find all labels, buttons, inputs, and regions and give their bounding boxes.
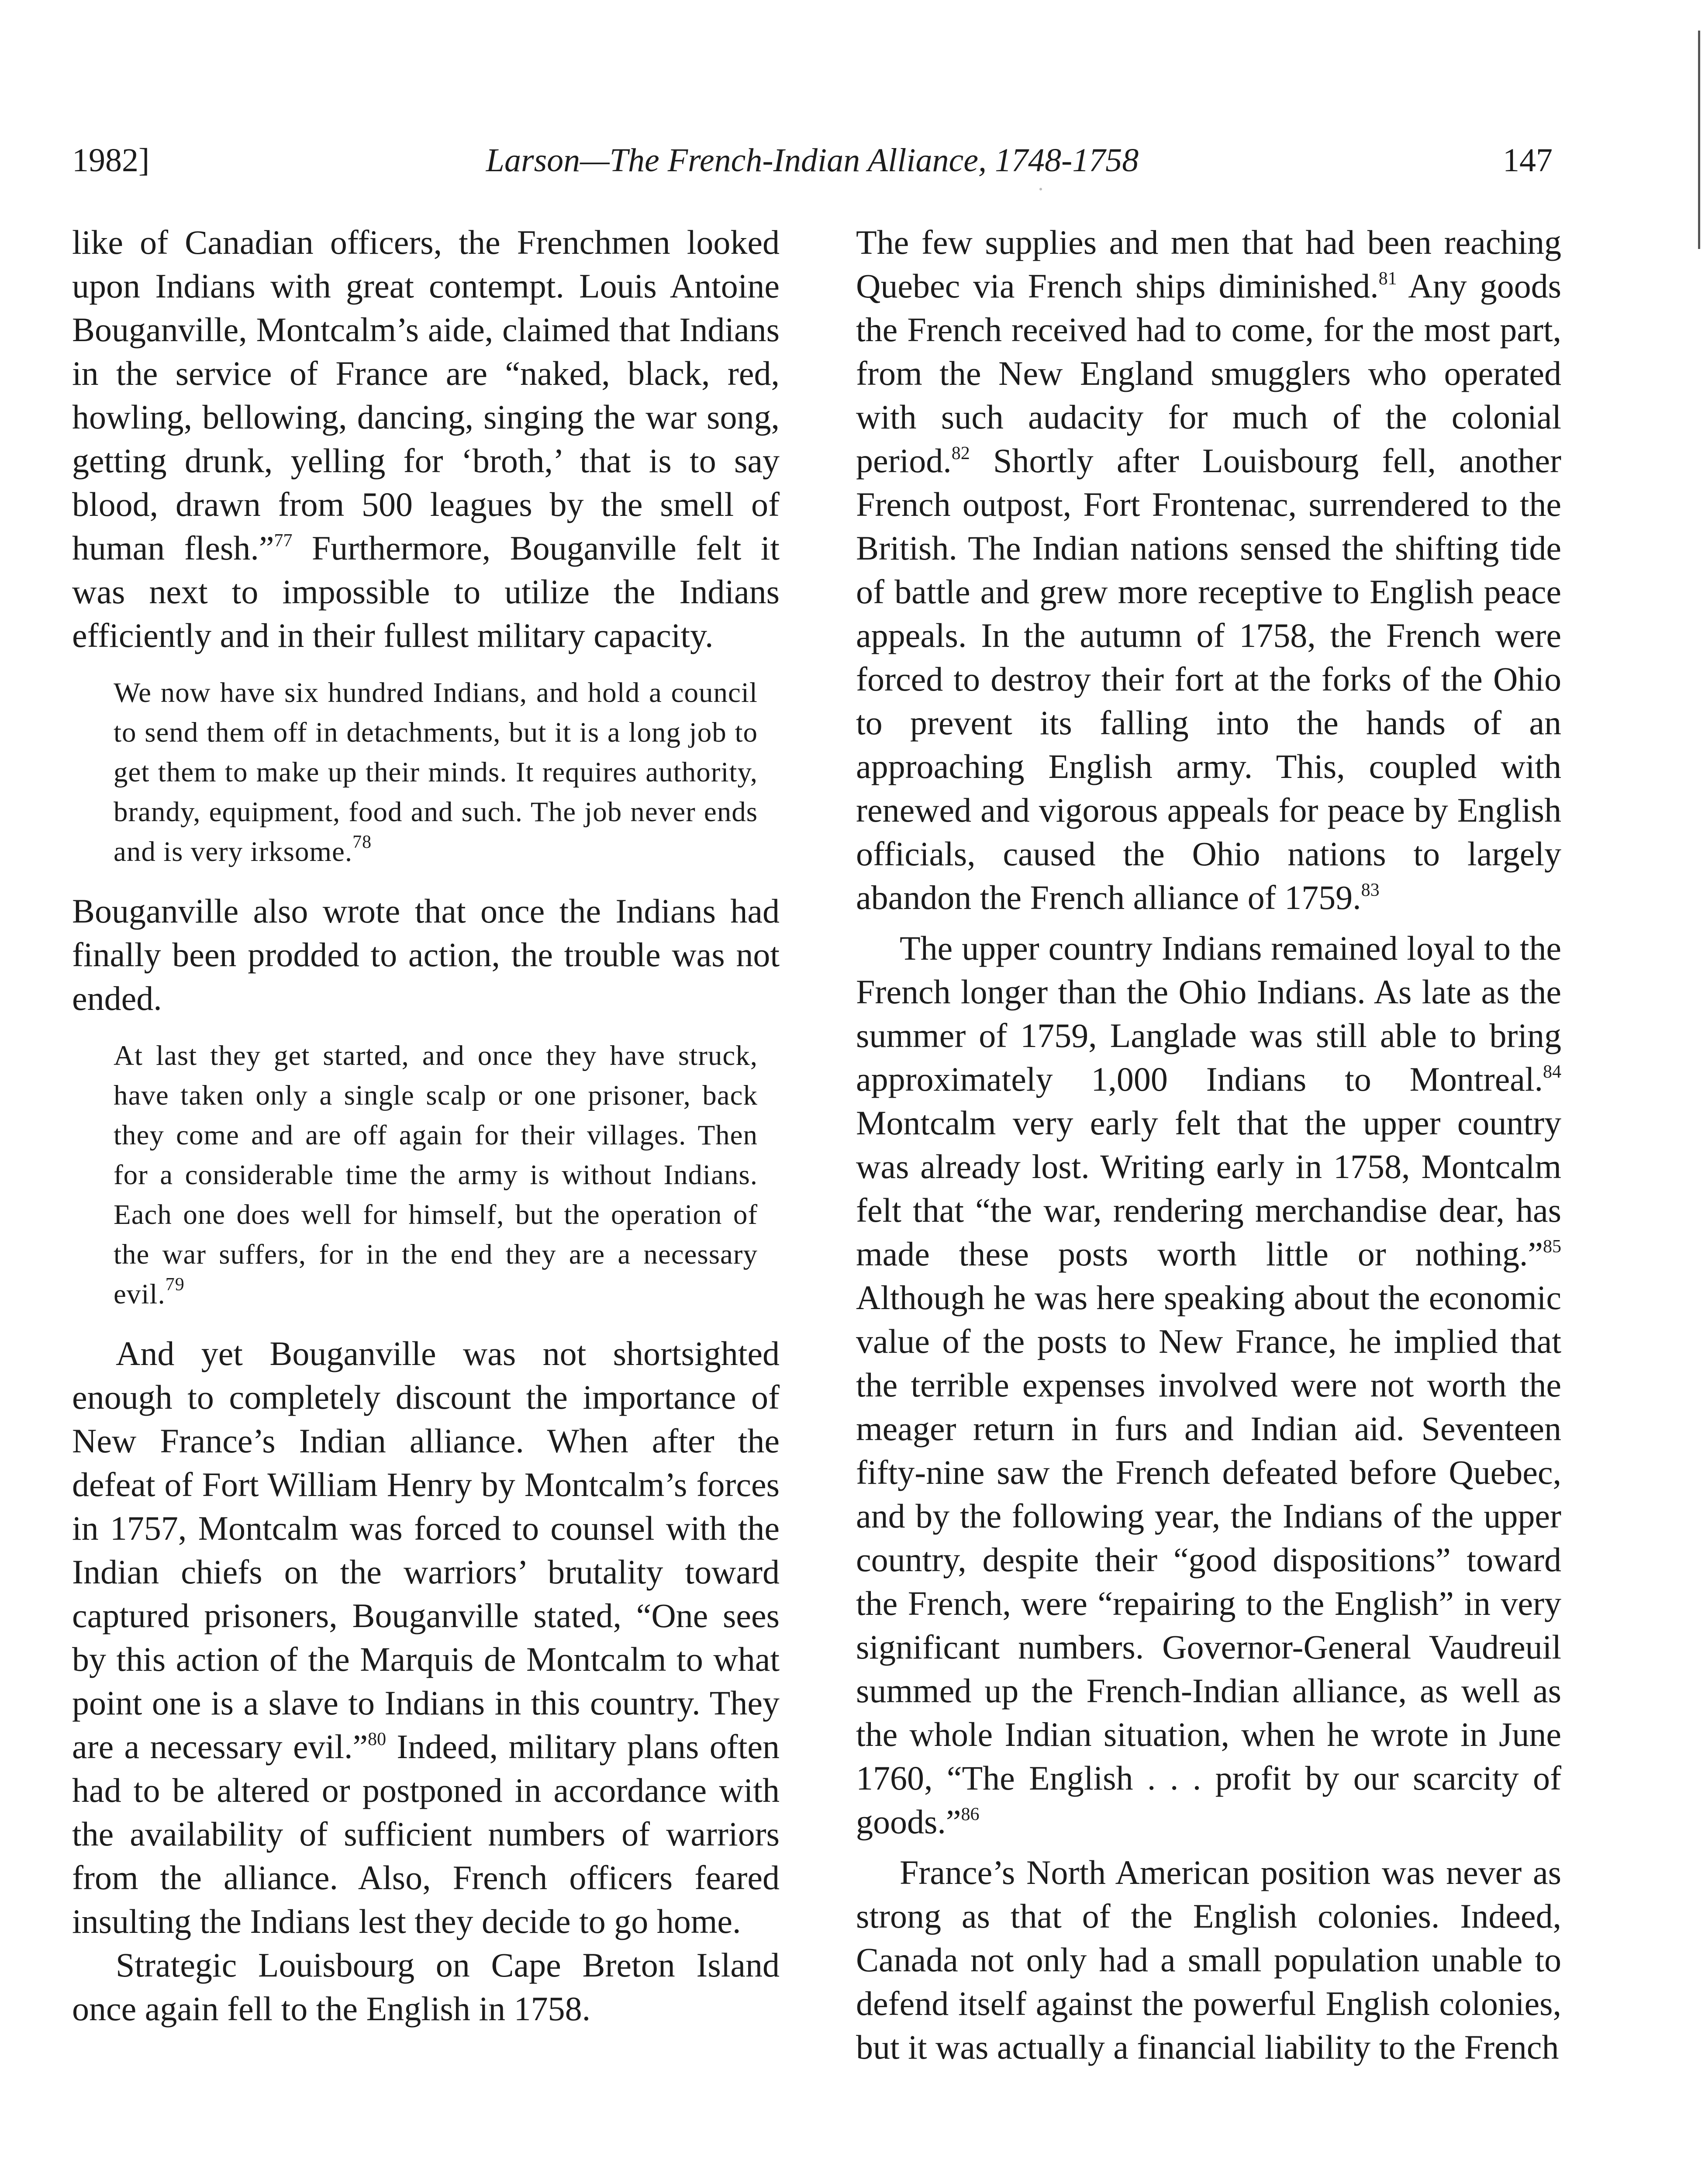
footnote-ref: 86 bbox=[961, 1804, 980, 1825]
block-quote bbox=[114, 673, 758, 872]
paragraph bbox=[72, 221, 780, 657]
page-number: 147 bbox=[1503, 142, 1553, 179]
paragraph-text: Indeed, military plans often had to be altered or postponed in accordance with the availability of sufficient numbers of warriors from the alliance. Also, French officers feared insulting the Indians lest they decide to go home. bbox=[72, 1728, 780, 1940]
paragraph-text: The upper country Indians remained loyal to the French longer than the Ohio Indians. As late as the summer of 1759, Langlade was still able to bring approximately 1,000 Indians to Montreal. bbox=[856, 929, 1561, 1098]
quote-text: We now have six hundred Indians, and hold a council to send them off in detachments, but it is a long job to get them to make up their minds. It requires authority, brandy, equipment, food and such. The job never ends and is very irksome. bbox=[114, 677, 758, 867]
paragraph-text: The few supplies and men that had been reaching Quebec via French ships diminished. bbox=[856, 223, 1561, 305]
paragraph bbox=[856, 221, 1561, 919]
paragraph-text: Any goods the French received had to come, for the most part, from the New England smugglers who operated with such audacity for much of the colonial period. bbox=[856, 267, 1561, 480]
paragraph: Bouganville also wrote that once the Indians had finally been prodded to action, the trouble was not ended. bbox=[72, 892, 780, 1017]
header-year: 1982] bbox=[72, 142, 150, 179]
paragraph bbox=[72, 1332, 780, 1943]
paragraph-text: like of Canadian officers, the Frenchmen looked upon Indians with great contempt. Louis Antoine Bouganville, Montcalm’s aide, claimed that Indians in the service of France are “naked, black, red, howling, bellowing, dancing, singing the war song, getting drunk, yelling for ‘broth,’ that is to say blood, drawn from 500 leagues by the smell of human flesh.” bbox=[72, 223, 780, 567]
paragraph-text: Furthermore, Bouganville felt it was next to impossible to utilize the Indians efficiently and in their fullest military capacity. bbox=[72, 529, 780, 654]
footnote-ref: 82 bbox=[951, 443, 970, 463]
footnote-ref: 79 bbox=[165, 1275, 185, 1295]
scan-speck bbox=[1039, 188, 1042, 190]
left-column bbox=[72, 221, 780, 2031]
footnote-ref: 80 bbox=[368, 1729, 387, 1749]
footnote-ref: 81 bbox=[1378, 269, 1397, 289]
paragraph-text: Montcalm very early felt that the upper country was already lost. Writing early in 1758, Montcalm felt that “the war, rendering merchandise dear, has made these posts worth little or nothing.” bbox=[856, 1104, 1561, 1273]
paragraph-text: And yet Bouganville was not shortsighted enough to completely discount the importance of New France’s Indian alliance. When after the defeat of Fort William Henry by Montcalm’s forces in 1757, Montcalm was forced to counsel with the Indian chiefs on the warriors’ brutality toward captured prisoners, Bouganville stated, “One sees by this action of the Marquis de Montcalm to what point one is a slave to Indians in this country. They are a necessary evil.” bbox=[72, 1334, 780, 1766]
block-quote bbox=[114, 1036, 758, 1314]
paragraph: Strategic Louisbourg on Cape Breton Island once again fell to the English in 1758. bbox=[72, 1946, 780, 2028]
paragraph-text: Shortly after Louisbourg fell, another French outpost, Fort Frontenac, surrendered to the British. The Indian nations sensed the shifting tide of battle and grew more receptive to English peace appeals. In the autumn of 1758, the French were forced to destroy their fort at the forks of the Ohio to prevent its falling into the hands of an approaching English army. This, coupled with renewed and vigorous appeals for peace by English officials, caused the Ohio nations to largely abandon the French alliance of 1759. bbox=[856, 442, 1561, 916]
footnote-ref: 85 bbox=[1543, 1237, 1561, 1257]
footnote-ref: 84 bbox=[1543, 1062, 1561, 1082]
paragraph: France’s North American position was never as strong as that of the English colonies. Indeed, Canada not only had a small population unable to defend itself against the powerful English colonies, but it was actually a financial liability to the French bbox=[856, 1853, 1561, 2066]
paragraph bbox=[856, 926, 1561, 1844]
footnote-ref: 78 bbox=[352, 832, 372, 852]
running-head bbox=[72, 136, 1553, 184]
footnote-ref: 83 bbox=[1361, 880, 1380, 900]
paragraph-text: Although he was here speaking about the economic value of the posts to New France, he implied that the terrible expenses involved were not worth the meager return in furs and Indian aid. Seventeen fifty-nine saw the French defeated before Quebec, and by the following year, the Indians of the upper country, despite their “good dispositions” toward the French, were “repairing to the English” in very significant numbers. Governor-General Vaudreuil summed up the French-Indian alliance, as well as the whole Indian situation, when he wrote in June 1760, “The English . . . profit by our scarcity of goods.” bbox=[856, 1279, 1561, 1841]
header-title: Larson—The French-Indian Alliance, 1748-1758 bbox=[486, 142, 1139, 179]
scan-edge-line bbox=[1698, 31, 1700, 249]
quote-text: At last they get started, and once they have struck, have taken only a single scalp or one prisoner, back they come and are off again for their villages. Then for a considerable time the army is without Indians. Each one does well for himself, but the operation of the war suffers, for in the end they are a necessary evil. bbox=[114, 1040, 758, 1310]
right-column bbox=[856, 221, 1561, 2069]
footnote-ref: 77 bbox=[274, 531, 293, 551]
